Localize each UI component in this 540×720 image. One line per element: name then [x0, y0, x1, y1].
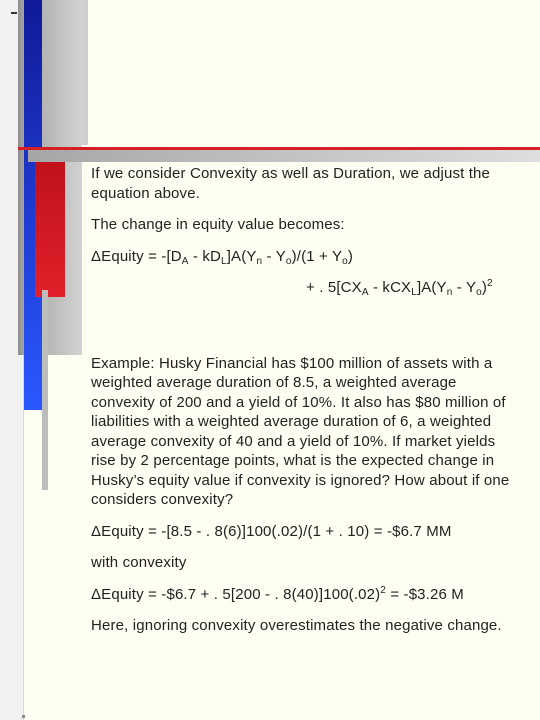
decorative-red-rule — [18, 147, 540, 150]
decorative-gray-bar-thin — [82, 0, 88, 145]
change-text: The change in equity value becomes: — [91, 216, 345, 233]
decorative-gray-rule — [28, 150, 540, 162]
with-convexity-label: with convexity — [91, 554, 187, 571]
result-no-convexity: ΔEquity = -[8.5 - . 8(6)]100(.02)/(1 + . 10) = -$6.7 MM — [91, 522, 452, 540]
formula-duration: ΔEquity = $-[D_A - kD_L]A(Y_n - Y_o)/(1 + Y_o)$ — [91, 247, 354, 267]
conclusion-text: Here, ignoring convexity overestimates the negative change. — [91, 617, 502, 634]
decorative-gray-bar-lower — [42, 290, 48, 490]
decorative-dash — [11, 12, 17, 14]
slide-body — [91, 164, 531, 636]
result-with-convexity: ΔEquity = -$6.7 + . 5[200 - . $8(40)]100(.02)^2$ = -$3.26 M — [91, 584, 464, 603]
decorative-dot — [22, 715, 25, 718]
example-paragraph: Example: Husky Financial has $100 million of assets with a weighted average duration of 8.5, a weighted average convexity of 200 and a yield of 10%. It also has $80 million of liabilities with a weighted average duration of 6, a weighted average convexity of 40 and a yield of 10%. If market yields rise by 2 percentage points, what is the expected change in Husky’s equity value if convexity is ignored? How about if one considers convexity? — [91, 354, 510, 508]
formula-convexity: + . $5[CX_A - kCX_L]A(Y_n - Y_o)^2$ — [306, 278, 493, 298]
intro-paragraph: If we consider Convexity as well as Duration, we adjust the equation above. — [91, 165, 491, 202]
decorative-red-bar — [35, 162, 65, 297]
